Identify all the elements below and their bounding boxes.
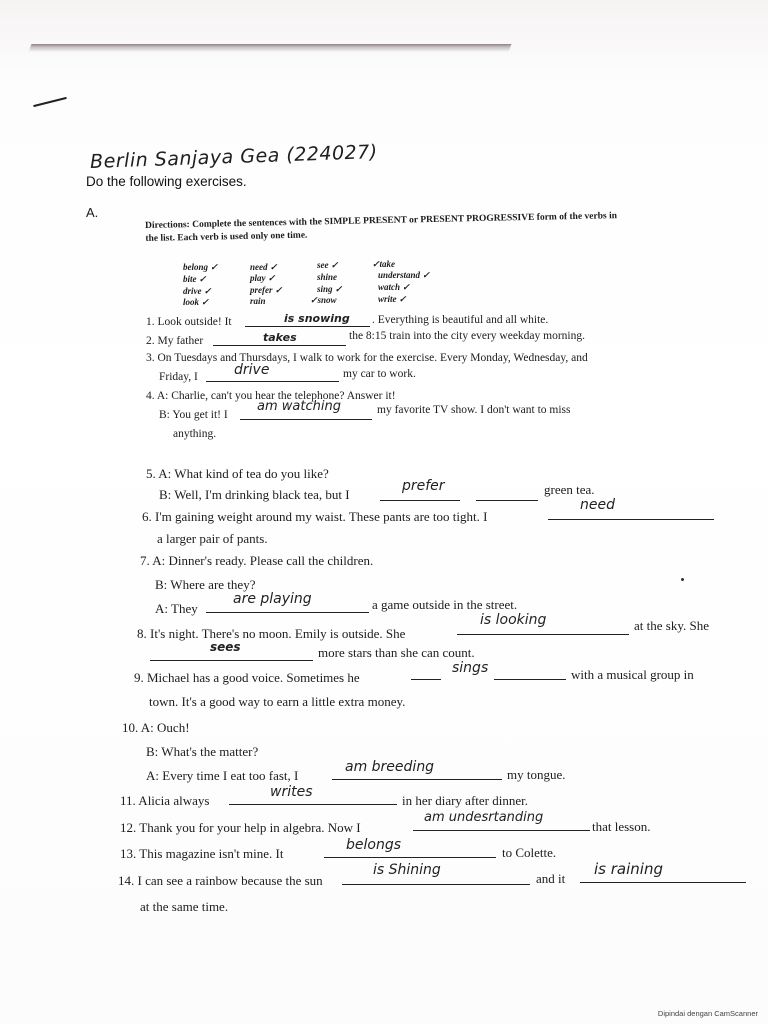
q14-text-mid: and it (536, 871, 566, 886)
q12-text-end: that lesson. (592, 819, 651, 834)
q10-text: 10. A: Ouch! (122, 720, 190, 735)
q6-text-2: a larger pair of pants. (157, 531, 268, 546)
q8-text-end-2: more stars than she can count. (318, 645, 475, 660)
word-item: see ✓ (317, 260, 339, 270)
word-item: shine (317, 272, 338, 282)
q5-text-2: B: Well, I'm drinking black tea, but I (159, 487, 350, 502)
q5-blank-2 (476, 488, 538, 501)
q9-text-end: with a musical group in (571, 667, 694, 682)
q1-text-end: . Everything is beautiful and all white. (372, 314, 549, 326)
directions: Directions: Complete the sentences with the SIMPLE PRESENT or PRESENT PROGRESSIVE form of the verbs in the list. Each verb is used only one time. (145, 211, 618, 244)
q4-answer: am watching (257, 399, 341, 414)
q6-blank (548, 507, 714, 520)
word-item: ✓take (372, 259, 396, 269)
q5-text: 5. A: What kind of tea do you like? (146, 466, 329, 481)
q3-text-2: Friday, I (159, 371, 198, 383)
word-item: prefer ✓ (250, 285, 283, 295)
q13-answer: belongs (346, 837, 402, 853)
q1-answer: is snowing (284, 312, 350, 325)
word-item: write ✓ (378, 294, 407, 304)
q8-answer: is looking (480, 612, 547, 628)
q7-text-3: A: They (155, 601, 198, 616)
q9-text: 9. Michael has a good voice. Sometimes he (134, 670, 360, 685)
q10-text-2: B: What's the matter? (146, 744, 259, 759)
student-name: Berlin Sanjaya Gea (224027) (89, 140, 379, 174)
section-label: A. (86, 205, 99, 220)
word-item: play ✓ (250, 273, 276, 283)
ink-dot (681, 578, 684, 581)
q8-answer-2: sees (210, 640, 241, 654)
q11-text-end: in her diary after dinner. (402, 793, 528, 808)
word-item: sing ✓ (317, 284, 343, 294)
q11-answer: writes (270, 784, 313, 800)
q3-text-end: my car to work. (343, 368, 416, 380)
q8-text: 8. It's night. There's no moon. Emily is outside. She (137, 626, 406, 641)
q9-blank (411, 667, 441, 680)
q3-text: 3. On Tuesdays and Thursdays, I walk to work for the exercise. Every Monday, Wednesday, and (146, 352, 588, 364)
q14-answer-2: is raining (594, 860, 663, 878)
q3-blank (206, 369, 339, 382)
q2-text-end: the 8:15 train into the city every weekday morning. (349, 330, 586, 342)
word-item: belong ✓ (183, 262, 218, 272)
word-item: watch ✓ (378, 282, 410, 292)
q9-text-2: town. It's a good way to earn a little extra money. (149, 694, 406, 709)
word-item: need ✓ (250, 262, 278, 272)
q5-text-end: green tea. (544, 482, 595, 497)
q6-text: 6. I'm gaining weight around my waist. These pants are too tight. I (142, 509, 488, 524)
q12-answer: am undesrtanding (424, 810, 544, 825)
word-item: rain (250, 296, 266, 306)
q14-text: 14. I can see a rainbow because the sun (118, 873, 323, 888)
q3-answer: drive (234, 362, 270, 378)
q12-text: 12. Thank you for your help in algebra. Now I (120, 820, 361, 835)
q7-answer: are playing (233, 591, 312, 607)
word-item: look ✓ (183, 297, 209, 307)
pen-mark (33, 97, 66, 107)
paper-edge (29, 44, 512, 52)
q2-answer: takes (263, 331, 297, 344)
q7-text-end: a game outside in the street. (372, 597, 518, 612)
q14-answer: is Shining (373, 862, 441, 878)
word-item: understand ✓ (378, 270, 430, 280)
q4-text-2: B: You get it! I (159, 409, 228, 421)
q11-blank (229, 792, 397, 805)
q13-text-end: to Colette. (502, 845, 557, 860)
q13-text: 13. This magazine isn't mine. It (120, 846, 284, 861)
instruction: Do the following exercises. (86, 174, 247, 189)
scanner-watermark: Dipindai dengan CamScanner (657, 1009, 758, 1018)
q2-text: 2. My father (146, 335, 204, 347)
q5-answer: prefer (402, 478, 445, 494)
q7-text: 7. A: Dinner's ready. Please call the children. (140, 553, 374, 568)
q8-text-end: at the sky. She (634, 618, 709, 633)
q4-text-3: anything. (173, 428, 217, 440)
q4-text-end: my favorite TV show. I don't want to miss (377, 404, 571, 416)
q10-answer: am breeding (345, 759, 435, 775)
q10-text-end: my tongue. (507, 767, 566, 782)
q1-text: 1. Look outside! It (146, 316, 232, 328)
q4-text: 4. A: Charlie, can't you hear the telephone? Answer it! (146, 390, 396, 402)
q11-text: 11. Alicia always (120, 793, 210, 808)
word-item: ✓snow (310, 295, 337, 305)
q7-text-2: B: Where are they? (155, 577, 256, 592)
word-item: drive ✓ (183, 286, 212, 296)
q6-answer: need (580, 497, 615, 513)
q9-blank-2 (494, 667, 566, 680)
q10-text-3: A: Every time I eat too fast, I (146, 768, 299, 783)
q9-answer: sings (452, 660, 489, 676)
q14-text-2: at the same time. (140, 899, 229, 914)
word-item: bite ✓ (183, 274, 207, 284)
